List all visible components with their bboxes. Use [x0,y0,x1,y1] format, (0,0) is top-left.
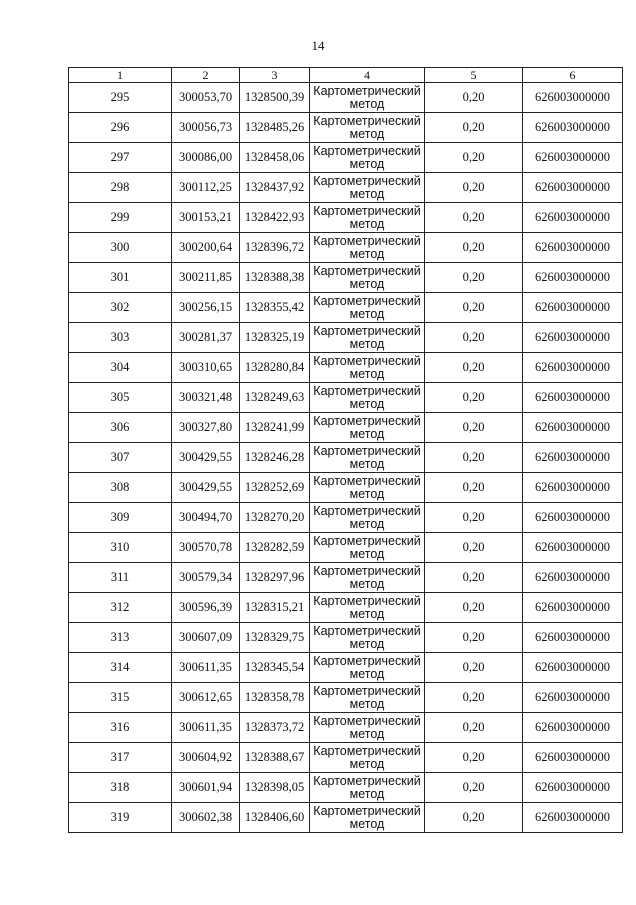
point-number-cell: 312 [69,593,172,623]
y-coordinate-cell: 1328373,72 [240,713,310,743]
y-coordinate-cell: 1328241,99 [240,413,310,443]
x-coordinate-cell: 300153,21 [172,203,240,233]
table-body [69,83,623,833]
accuracy-cell: 0,20 [425,593,523,623]
method-line-1: Картометрический [313,443,421,458]
x-coordinate-cell: 300327,80 [172,413,240,443]
y-coordinate-cell: 1328458,06 [240,143,310,173]
accuracy-cell: 0,20 [425,623,523,653]
method-line-2: метод [349,696,385,711]
x-coordinate-cell: 300429,55 [172,473,240,503]
method-line-2: метод [349,606,385,621]
point-number-cell: 316 [69,713,172,743]
method-line-1: Картометрический [313,413,421,428]
y-coordinate-cell: 1328388,67 [240,743,310,773]
method-cell [310,533,425,563]
point-number-cell: 313 [69,623,172,653]
method-cell [310,383,425,413]
point-number-cell: 308 [69,473,172,503]
point-number-cell: 315 [69,683,172,713]
y-coordinate-cell: 1328249,63 [240,383,310,413]
method-line-1: Картометрический [313,593,421,608]
table-row [69,563,623,593]
method-line-1: Картометрический [313,83,421,98]
accuracy-cell: 0,20 [425,263,523,293]
code-cell: 626003000000 [523,293,623,323]
table-row [69,773,623,803]
coordinates-table [68,67,623,833]
accuracy-cell: 0,20 [425,293,523,323]
table-row [69,203,623,233]
code-cell: 626003000000 [523,473,623,503]
table-row [69,83,623,113]
y-coordinate-cell: 1328398,05 [240,773,310,803]
y-coordinate-cell: 1328485,26 [240,113,310,143]
y-coordinate-cell: 1328406,60 [240,803,310,833]
method-line-2: метод [349,396,385,411]
code-cell: 626003000000 [523,593,623,623]
x-coordinate-cell: 300281,37 [172,323,240,353]
accuracy-cell: 0,20 [425,803,523,833]
accuracy-cell: 0,20 [425,353,523,383]
point-number-cell: 300 [69,233,172,263]
method-line-2: метод [349,546,385,561]
point-number-cell: 309 [69,503,172,533]
table-row [69,743,623,773]
point-number-cell: 311 [69,563,172,593]
method-line-1: Картометрический [313,713,421,728]
method-cell [310,443,425,473]
accuracy-cell: 0,20 [425,533,523,563]
method-line-1: Картометрический [313,263,421,278]
accuracy-cell: 0,20 [425,503,523,533]
table-row [69,323,623,353]
method-line-2: метод [349,276,385,291]
accuracy-cell: 0,20 [425,323,523,353]
method-cell [310,113,425,143]
point-number-cell: 304 [69,353,172,383]
code-cell: 626003000000 [523,533,623,563]
code-cell: 626003000000 [523,113,623,143]
y-coordinate-cell: 1328282,59 [240,533,310,563]
y-coordinate-cell: 1328388,38 [240,263,310,293]
method-line-2: метод [349,486,385,501]
accuracy-cell: 0,20 [425,143,523,173]
x-coordinate-cell: 300570,78 [172,533,240,563]
y-coordinate-cell: 1328252,69 [240,473,310,503]
point-number-cell: 303 [69,323,172,353]
code-cell: 626003000000 [523,263,623,293]
table-row [69,503,623,533]
method-cell [310,173,425,203]
x-coordinate-cell: 300256,15 [172,293,240,323]
method-line-2: метод [349,456,385,471]
column-header: 4 [310,68,425,83]
method-cell [310,293,425,323]
code-cell: 626003000000 [523,563,623,593]
code-cell: 626003000000 [523,83,623,113]
table-row [69,143,623,173]
accuracy-cell: 0,20 [425,233,523,263]
x-coordinate-cell: 300053,70 [172,83,240,113]
y-coordinate-cell: 1328437,92 [240,173,310,203]
column-header: 2 [172,68,240,83]
method-cell [310,773,425,803]
method-cell [310,683,425,713]
point-number-cell: 297 [69,143,172,173]
x-coordinate-cell: 300579,34 [172,563,240,593]
y-coordinate-cell: 1328280,84 [240,353,310,383]
table-row [69,593,623,623]
header-row [69,68,623,83]
code-cell: 626003000000 [523,623,623,653]
method-cell [310,713,425,743]
method-cell [310,473,425,503]
method-line-2: метод [349,156,385,171]
y-coordinate-cell: 1328297,96 [240,563,310,593]
method-line-1: Картометрический [313,173,421,188]
column-header: 1 [69,68,172,83]
method-cell [310,353,425,383]
method-cell [310,623,425,653]
y-coordinate-cell: 1328345,54 [240,653,310,683]
table-row [69,653,623,683]
accuracy-cell: 0,20 [425,743,523,773]
method-line-1: Картометрический [313,533,421,548]
column-header: 3 [240,68,310,83]
method-line-1: Картометрический [313,203,421,218]
method-line-1: Картометрический [313,503,421,518]
method-line-1: Картометрический [313,383,421,398]
method-cell [310,743,425,773]
code-cell: 626003000000 [523,413,623,443]
point-number-cell: 301 [69,263,172,293]
method-cell [310,803,425,833]
point-number-cell: 299 [69,203,172,233]
accuracy-cell: 0,20 [425,173,523,203]
x-coordinate-cell: 300321,48 [172,383,240,413]
table-row [69,173,623,203]
method-line-1: Картометрический [313,293,421,308]
point-number-cell: 318 [69,773,172,803]
x-coordinate-cell: 300429,55 [172,443,240,473]
x-coordinate-cell: 300211,85 [172,263,240,293]
method-line-1: Картометрический [313,353,421,368]
method-line-1: Картометрический [313,803,421,818]
table-row [69,803,623,833]
accuracy-cell: 0,20 [425,683,523,713]
method-cell [310,653,425,683]
code-cell: 626003000000 [523,383,623,413]
column-header: 6 [523,68,623,83]
code-cell: 626003000000 [523,773,623,803]
method-line-1: Картометрический [313,113,421,128]
method-cell [310,503,425,533]
method-line-2: метод [349,246,385,261]
method-line-2: метод [349,126,385,141]
x-coordinate-cell: 300596,39 [172,593,240,623]
code-cell: 626003000000 [523,743,623,773]
point-number-cell: 295 [69,83,172,113]
method-line-2: метод [349,786,385,801]
y-coordinate-cell: 1328270,20 [240,503,310,533]
x-coordinate-cell: 300607,09 [172,623,240,653]
method-line-1: Картометрический [313,233,421,248]
table-row [69,533,623,563]
point-number-cell: 307 [69,443,172,473]
method-line-1: Картометрический [313,683,421,698]
y-coordinate-cell: 1328358,78 [240,683,310,713]
page-number: 14 [311,38,325,53]
method-line-2: метод [349,216,385,231]
accuracy-cell: 0,20 [425,203,523,233]
y-coordinate-cell: 1328500,39 [240,83,310,113]
method-cell [310,143,425,173]
x-coordinate-cell: 300200,64 [172,233,240,263]
point-number-cell: 310 [69,533,172,563]
table-row [69,623,623,653]
x-coordinate-cell: 300494,70 [172,503,240,533]
accuracy-cell: 0,20 [425,443,523,473]
x-coordinate-cell: 300086,00 [172,143,240,173]
code-cell: 626003000000 [523,353,623,383]
accuracy-cell: 0,20 [425,653,523,683]
code-cell: 626003000000 [523,803,623,833]
code-cell: 626003000000 [523,653,623,683]
table-row [69,263,623,293]
code-cell: 626003000000 [523,713,623,743]
column-header: 5 [425,68,523,83]
x-coordinate-cell: 300611,35 [172,713,240,743]
method-line-1: Картометрический [313,743,421,758]
method-line-1: Картометрический [313,623,421,638]
method-cell [310,563,425,593]
x-coordinate-cell: 300612,65 [172,683,240,713]
method-line-2: метод [349,636,385,651]
accuracy-cell: 0,20 [425,473,523,503]
x-coordinate-cell: 300601,94 [172,773,240,803]
method-line-1: Картометрический [313,773,421,788]
method-line-2: метод [349,516,385,531]
accuracy-cell: 0,20 [425,773,523,803]
y-coordinate-cell: 1328422,93 [240,203,310,233]
method-cell [310,323,425,353]
y-coordinate-cell: 1328329,75 [240,623,310,653]
point-number-cell: 306 [69,413,172,443]
table-row [69,293,623,323]
code-cell: 626003000000 [523,143,623,173]
point-number-cell: 302 [69,293,172,323]
accuracy-cell: 0,20 [425,83,523,113]
point-number-cell: 319 [69,803,172,833]
x-coordinate-cell: 300056,73 [172,113,240,143]
x-coordinate-cell: 300310,65 [172,353,240,383]
method-line-2: метод [349,336,385,351]
point-number-cell: 296 [69,113,172,143]
point-number-cell: 317 [69,743,172,773]
x-coordinate-cell: 300112,25 [172,173,240,203]
point-number-cell: 314 [69,653,172,683]
table-row [69,353,623,383]
method-line-2: метод [349,726,385,741]
method-line-1: Картометрический [313,143,421,158]
method-line-1: Картометрический [313,473,421,488]
code-cell: 626003000000 [523,233,623,263]
method-cell [310,263,425,293]
method-cell [310,233,425,263]
x-coordinate-cell: 300604,92 [172,743,240,773]
method-cell [310,593,425,623]
method-line-2: метод [349,816,385,831]
method-line-2: метод [349,186,385,201]
method-line-2: метод [349,666,385,681]
method-line-2: метод [349,366,385,381]
y-coordinate-cell: 1328246,28 [240,443,310,473]
table-row [69,113,623,143]
table-row [69,473,623,503]
accuracy-cell: 0,20 [425,413,523,443]
method-line-2: метод [349,426,385,441]
accuracy-cell: 0,20 [425,113,523,143]
y-coordinate-cell: 1328396,72 [240,233,310,263]
accuracy-cell: 0,20 [425,563,523,593]
code-cell: 626003000000 [523,683,623,713]
code-cell: 626003000000 [523,323,623,353]
table-row [69,683,623,713]
point-number-cell: 305 [69,383,172,413]
method-line-1: Картометрический [313,323,421,338]
point-number-cell: 298 [69,173,172,203]
y-coordinate-cell: 1328325,19 [240,323,310,353]
y-coordinate-cell: 1328355,42 [240,293,310,323]
accuracy-cell: 0,20 [425,713,523,743]
code-cell: 626003000000 [523,203,623,233]
method-cell [310,83,425,113]
code-cell: 626003000000 [523,173,623,203]
method-line-2: метод [349,96,385,111]
x-coordinate-cell: 300602,38 [172,803,240,833]
method-line-2: метод [349,306,385,321]
y-coordinate-cell: 1328315,21 [240,593,310,623]
table-row [69,233,623,263]
method-line-1: Картометрический [313,563,421,578]
method-line-2: метод [349,576,385,591]
table-row [69,443,623,473]
table-row [69,383,623,413]
accuracy-cell: 0,20 [425,383,523,413]
method-line-1: Картометрический [313,653,421,668]
code-cell: 626003000000 [523,503,623,533]
table-row [69,713,623,743]
method-cell [310,203,425,233]
method-cell [310,413,425,443]
method-line-2: метод [349,756,385,771]
x-coordinate-cell: 300611,35 [172,653,240,683]
code-cell: 626003000000 [523,443,623,473]
table-row [69,413,623,443]
